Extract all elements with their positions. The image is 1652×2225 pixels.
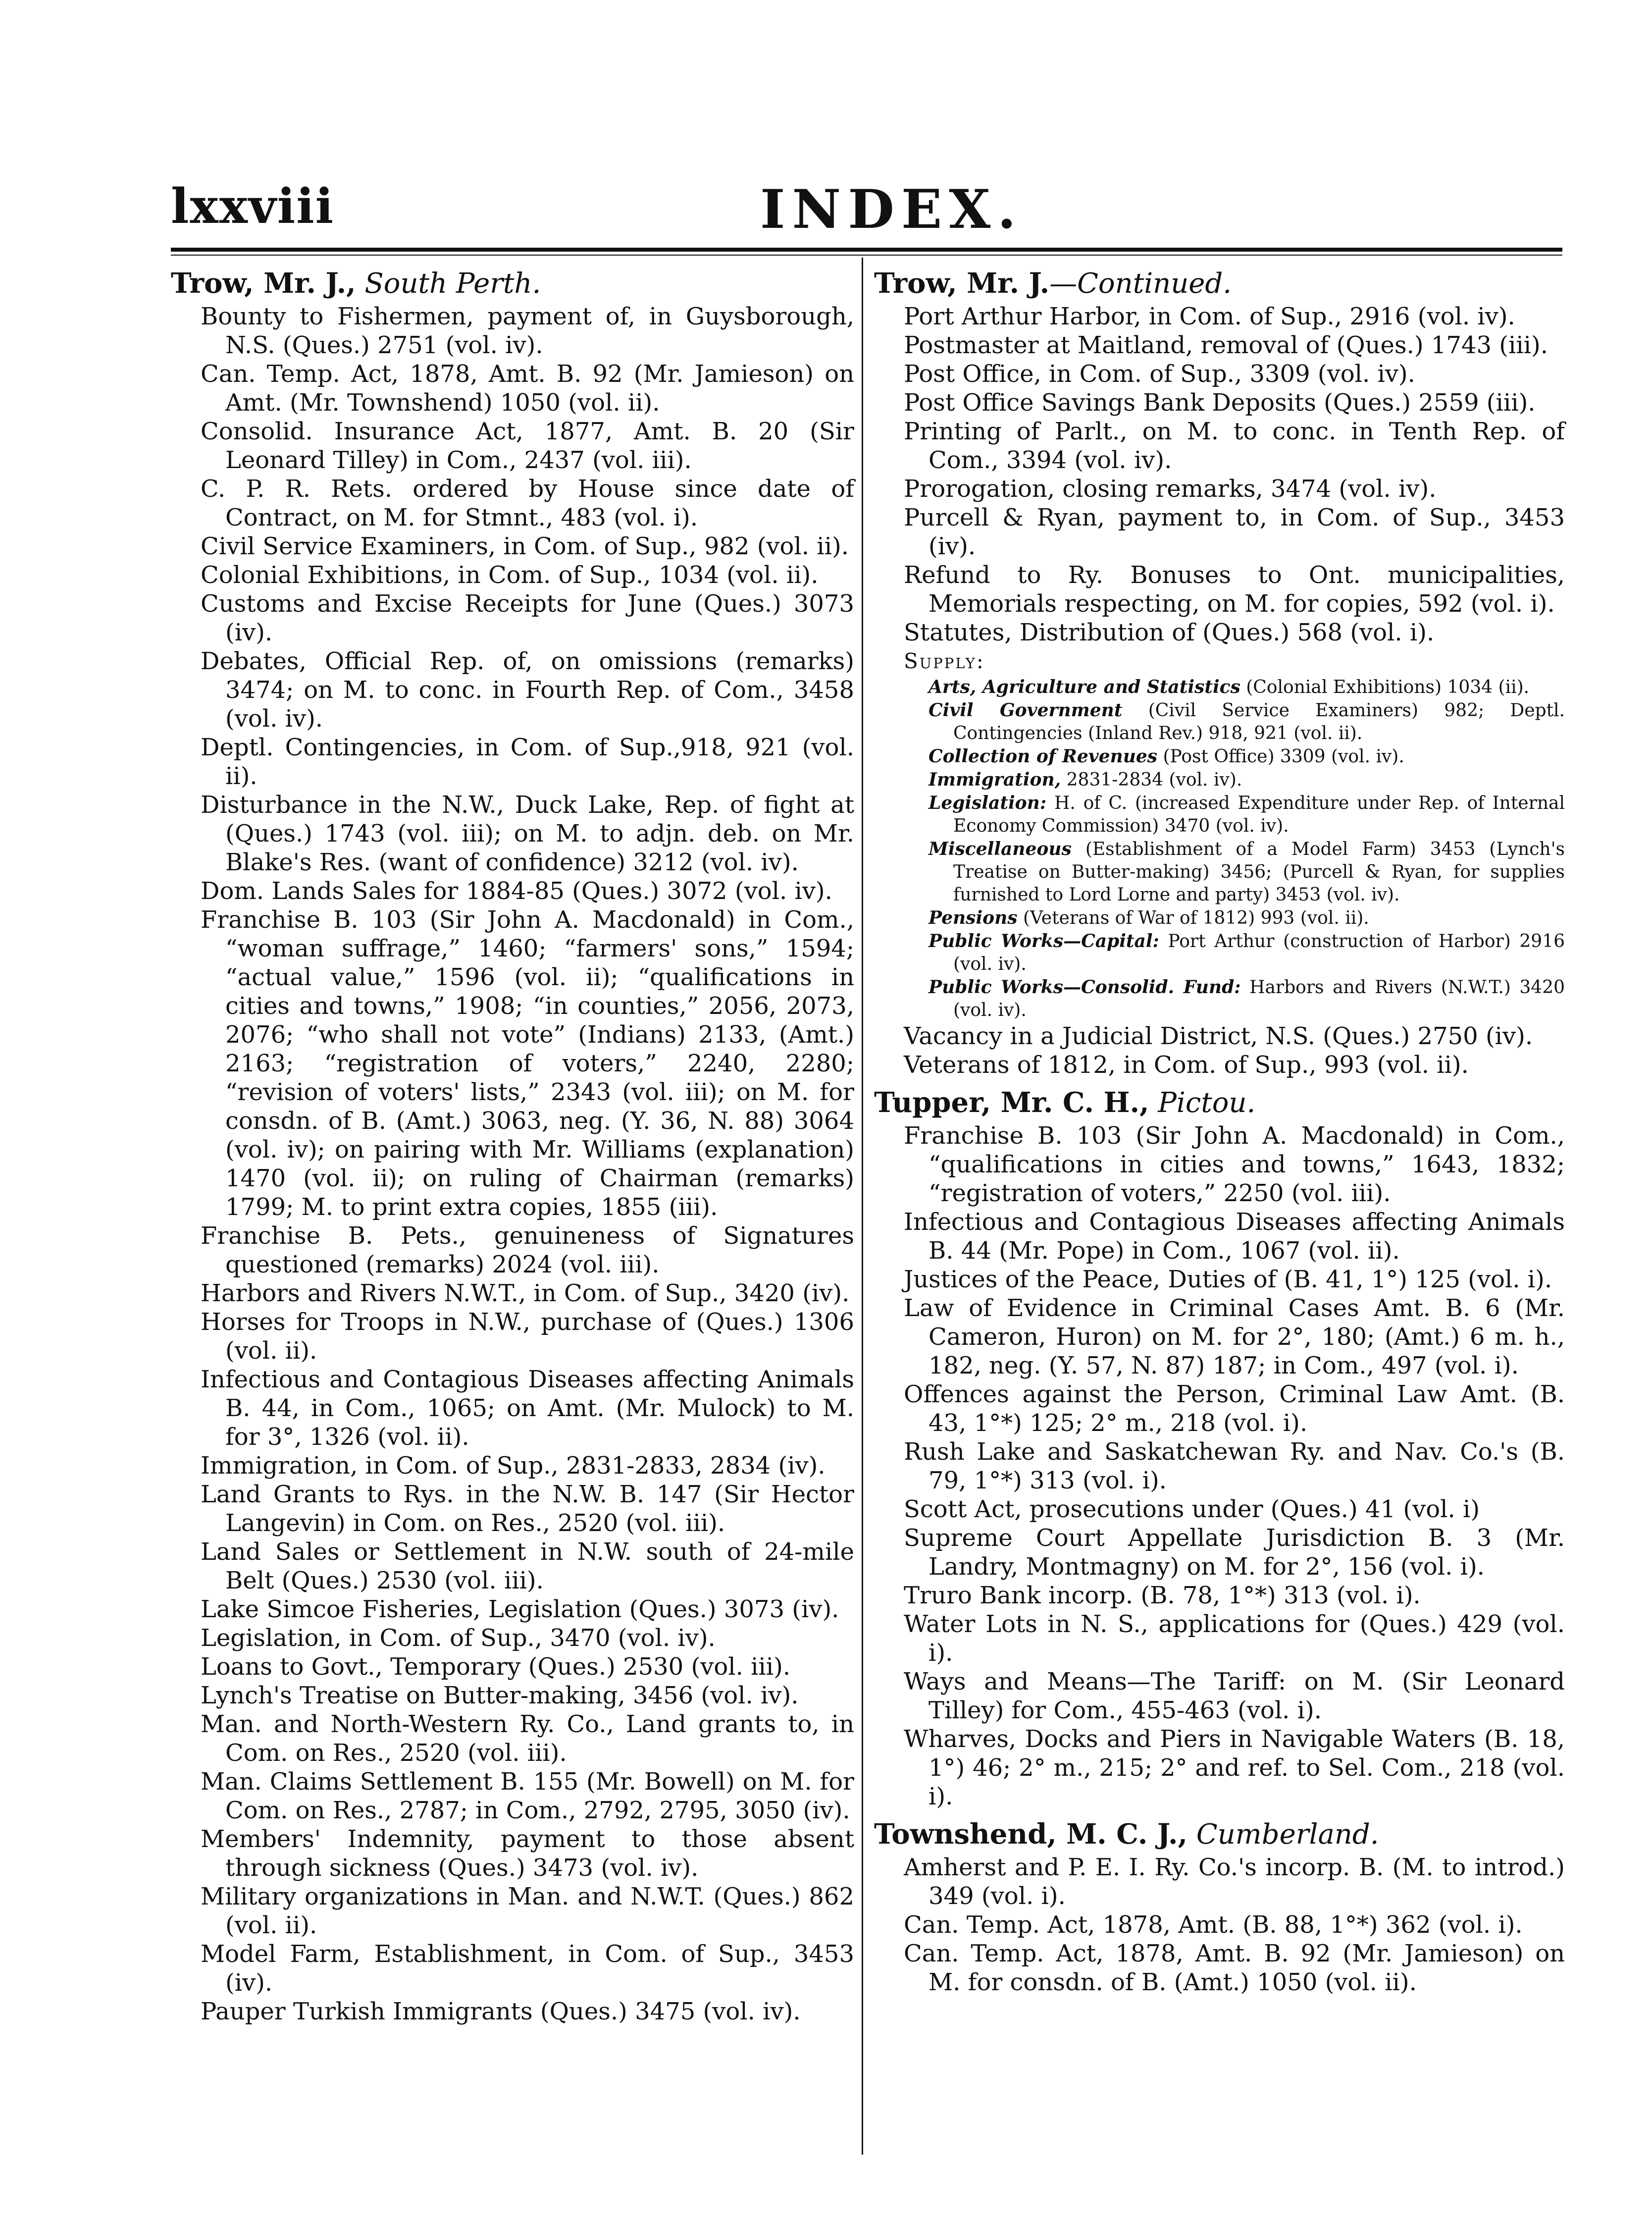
member-name: Townshend, M. C. J.,	[874, 1818, 1187, 1851]
supply-heading: Immigration,	[929, 769, 1061, 790]
index-entry: Refund to Ry. Bonuses to Ont. municipalities, Memorials respecting, on M. for copies, 592 (vol. i).	[904, 561, 1565, 618]
member-name: Tupper, Mr. C. H.,	[874, 1086, 1149, 1119]
index-entry: Model Farm, Establishment, in Com. of Sup., 3453 (iv).	[201, 1940, 854, 1997]
supply-text: (Colonial Exhibitions) 1034 (ii).	[1240, 677, 1530, 697]
supply-heading: Arts, Agriculture and Statistics	[929, 677, 1240, 697]
supply-entry	[874, 838, 1565, 906]
supply-text: (Establishment of a Model Farm) 3453 (Lynch's Treatise on Butter-making) 3456; (Purcell & Ryan, for supplies furnished to Lord Lorne and party) 3453 (vol. iv).	[953, 839, 1565, 905]
index-entry: Consolid. Insurance Act, 1877, Amt. B. 20 (Sir Leonard Tilley) in Com., 2437 (vol. iii).	[201, 418, 854, 474]
index-entry: Horses for Troops in N.W., purchase of (Ques.) 1306 (vol. ii).	[201, 1308, 854, 1365]
index-entry: Amherst and P. E. I. Ry. Co.'s incorp. B. (M. to introd.) 349 (vol. i).	[904, 1854, 1565, 1910]
index-entry: Dom. Lands Sales for 1884-85 (Ques.) 3072 (vol. iv).	[201, 877, 832, 905]
index-entry: Legislation, in Com. of Sup., 3470 (vol. iv).	[201, 1624, 716, 1652]
index-entry: Colonial Exhibitions, in Com. of Sup., 1034 (vol. ii).	[201, 561, 819, 589]
supply-entry	[874, 976, 1565, 1022]
member-riding: Cumberland.	[1196, 1818, 1379, 1851]
index-entry: Justices of the Peace, Duties of (B. 41, 1°) 125 (vol. i).	[904, 1266, 1552, 1293]
index-entry: Man. and North-Western Ry. Co., Land grants to, in Com. on Res., 2520 (vol. iii).	[201, 1710, 854, 1767]
index-entry: Printing of Parlt., on M. to conc. in Tenth Rep. of Com., 3394 (vol. iv).	[904, 418, 1565, 474]
index-entry: Postmaster at Maitland, removal of (Ques.) 1743 (iii).	[904, 331, 1549, 359]
supply-item-list	[874, 676, 1565, 1022]
townshend-item-list	[874, 1853, 1565, 1997]
supply-entry	[874, 699, 1565, 745]
index-entry: Can. Temp. Act, 1878, Amt. B. 92 (Mr. Jamieson) on Amt. (Mr. Townshend) 1050 (vol. ii).	[201, 360, 854, 417]
index-entry: Members' Indemnity, payment to those absent through sickness (Ques.) 3473 (vol. iv).	[201, 1825, 854, 1882]
entry-heading-trow	[171, 265, 854, 302]
supply-entry	[874, 906, 1565, 930]
member-name: Trow, Mr. J.	[874, 267, 1050, 300]
page-title: INDEX.	[760, 178, 1023, 241]
supply-entry	[874, 768, 1565, 792]
index-entry: Post Office Savings Bank Deposits (Ques.) 2559 (iii).	[904, 389, 1536, 417]
supply-heading: Pensions	[929, 907, 1018, 928]
left-item-list	[171, 302, 854, 2026]
page-number: lxxviii	[171, 178, 335, 234]
index-entry: Loans to Govt., Temporary (Ques.) 2530 (vol. iii).	[201, 1653, 791, 1681]
index-entry: Truro Bank incorp. (B. 78, 1°*) 313 (vol. i).	[904, 1582, 1421, 1609]
index-entry: Prorogation, closing remarks, 3474 (vol. iv).	[904, 475, 1437, 503]
index-entry: Civil Service Examiners, in Com. of Sup., 982 (vol. ii).	[201, 532, 849, 560]
index-entry: Can. Temp. Act, 1878, Amt. (B. 88, 1°*) 362 (vol. i).	[904, 1911, 1523, 1939]
supply-text: (Civil Service Examiners) 982; Deptl. Contingencies (Inland Rev.) 918, 921 (vol. ii).	[953, 700, 1565, 743]
index-entry: Debates, Official Rep. of, on omissions (remarks) 3474; on M. to conc. in Fourth Rep. of Com., 3458 (vol. iv).	[201, 647, 854, 733]
supply-text: 2831-2834 (vol. iv).	[1061, 770, 1242, 790]
index-entry: Infectious and Contagious Diseases affecting Animals B. 44, in Com., 1065; on Amt. (Mr. Mulock) to M. for 3°, 1326 (vol. ii).	[201, 1366, 854, 1451]
index-entry: Man. Claims Settlement B. 155 (Mr. Bowell) on M. for Com. on Res., 2787; in Com., 2792, 2795, 3050 (iv).	[201, 1768, 854, 1824]
index-entry: Can. Temp. Act, 1878, Amt. B. 92 (Mr. Jamieson) on M. for consdn. of B. (Amt.) 1050 (vol. ii).	[904, 1940, 1565, 1996]
index-entry: Scott Act, prosecutions under (Ques.) 41 (vol. i)	[904, 1495, 1480, 1523]
index-entry: Law of Evidence in Criminal Cases Amt. B. 6 (Mr. Cameron, Huron) on M. for 2°, 180; (Amt.) 6 m. h., 182, neg. (Y. 57, N. 87) 187; in Com., 497 (vol. i).	[904, 1294, 1565, 1379]
index-entry: Land Grants to Rys. in the N.W. B. 147 (Sir Hector Langevin) in Com. on Res., 2520 (vol. iii).	[201, 1481, 854, 1537]
header-rule	[171, 248, 1562, 252]
member-riding: South Perth.	[364, 267, 541, 300]
index-entry: Supreme Court Appellate Jurisdiction B. 3 (Mr. Landry, Montmagny) on M. for 2°, 156 (vol. i).	[904, 1524, 1565, 1581]
index-entry: C. P. R. Rets. ordered by House since date of Contract, on M. for Stmnt., 483 (vol. i).	[201, 475, 854, 531]
index-entry: Rush Lake and Saskatchewan Ry. and Nav. Co.'s (B. 79, 1°*) 313 (vol. i).	[904, 1438, 1565, 1494]
index-entry: Wharves, Docks and Piers in Navigable Waters (B. 18, 1°) 46; 2° m., 215; 2° and ref. to Sel. Com., 218 (vol. i).	[904, 1725, 1565, 1810]
index-entry: Statutes, Distribution of (Ques.) 568 (vol. i).	[904, 619, 1435, 646]
index-entry: Port Arthur Harbor, in Com. of Sup., 2916 (vol. iv).	[904, 303, 1515, 330]
index-entry: Pauper Turkish Immigrants (Ques.) 3475 (vol. iv).	[201, 1998, 801, 2025]
index-entry: Deptl. Contingencies, in Com. of Sup.,918, 921 (vol. ii).	[201, 734, 854, 790]
index-entry: Land Sales or Settlement in N.W. south of 24-mile Belt (Ques.) 2530 (vol. iii).	[201, 1538, 854, 1594]
supply-heading: Collection of Revenues	[929, 746, 1158, 767]
index-entry: Franchise B. Pets., genuineness of Signatures questioned (remarks) 2024 (vol. iii).	[201, 1222, 854, 1278]
index-entry: Purcell & Ryan, payment to, in Com. of Sup., 3453 (iv).	[904, 504, 1565, 560]
left-column	[171, 260, 854, 2026]
supply-text: (Veterans of War of 1812) 993 (vol. ii).	[1017, 908, 1369, 928]
index-entry: Water Lots in N. S., applications for (Ques.) 429 (vol. i).	[904, 1610, 1565, 1667]
index-entry: Military organizations in Man. and N.W.T. (Ques.) 862 (vol. ii).	[201, 1883, 854, 1939]
header-rule-thin	[171, 255, 1562, 256]
index-entry: Post Office, in Com. of Sup., 3309 (vol. iv).	[904, 360, 1415, 388]
trow-item-list	[874, 302, 1565, 647]
index-entry: Lake Simcoe Fisheries, Legislation (Ques.) 3073 (iv).	[201, 1595, 839, 1623]
index-entry: Offences against the Person, Criminal Law Amt. (B. 43, 1°*) 125; 2° m., 218 (vol. i).	[904, 1380, 1565, 1437]
supply-label: Supply:	[904, 649, 985, 673]
index-entry: Lynch's Treatise on Butter-making, 3456 (vol. iv).	[201, 1682, 799, 1709]
supply-text: Port Arthur (construction of Harbor) 2916 (vol. iv).	[953, 931, 1565, 974]
index-entry: Bounty to Fishermen, payment of, in Guysborough, N.S. (Ques.) 2751 (vol. iv).	[201, 303, 854, 359]
index-entry: Customs and Excise Receipts for June (Ques.) 3073 (iv).	[201, 590, 854, 646]
tupper-item-list	[874, 1121, 1565, 1811]
index-entry: Harbors and Rivers N.W.T., in Com. of Sup., 3420 (iv).	[201, 1279, 850, 1307]
index-entry: Franchise B. 103 (Sir John A. Macdonald) in Com., “woman suffrage,” 1460; “farmers' sons,” 1594; “actual value,” 1596 (vol. ii); “qualifications in cities and towns,” 1908; “in counties,” 2056, 2073, 2076; “who shall not vote” (Indians) 2133, (Amt.) 2163; “registration of voters,” 2240, 2280; “revision of voters' lists,” 2343 (vol. iii); on M. for consdn. of B. (Amt.) 3063, neg. (Y. 36, N. 88) 3064 (vol. iv); on pairing with Mr. Williams (explanation) 1470 (vol. ii); on ruling of Chairman (remarks) 1799; M. to print extra copies, 1855 (iii).	[201, 906, 854, 1221]
continued-label: —Continued.	[1049, 267, 1232, 300]
member-name: Trow, Mr. J.,	[171, 267, 356, 300]
index-entry: Franchise B. 103 (Sir John A. Macdonald) in Com., “qualifications in cities and towns,” 1643, 1832; “registration of voters,” 2250 (vol. iii).	[904, 1122, 1565, 1207]
entry-heading-trow-continued	[874, 265, 1565, 302]
column-divider	[862, 258, 863, 2155]
index-entry: Immigration, in Com. of Sup., 2831-2833, 2834 (iv).	[201, 1452, 826, 1480]
entry-heading-tupper	[874, 1084, 1565, 1121]
supply-heading: Miscellaneous	[929, 839, 1072, 859]
entry-heading-townshend	[874, 1816, 1565, 1853]
supply-heading: Public Works—Consolid. Fund:	[929, 977, 1241, 998]
index-entry: Disturbance in the N.W., Duck Lake, Rep. of fight at (Ques.) 1743 (vol. iii); on M. to adjn. deb. on Mr. Blake's Res. (want of confidence) 3212 (vol. iv).	[201, 791, 854, 876]
supply-heading: Civil Government	[929, 700, 1123, 721]
supply-entry	[874, 745, 1565, 768]
supply-entry	[874, 930, 1565, 976]
member-riding: Pictou.	[1158, 1087, 1256, 1119]
supply-text: H. of C. (increased Expenditure under Rep. of Internal Economy Commission) 3470 (vol. iv).	[953, 793, 1565, 836]
trow-item-list-continued	[874, 1022, 1565, 1079]
right-column	[874, 260, 1565, 1997]
supply-text: Harbors and Rivers (N.W.T.) 3420 (vol. iv).	[953, 977, 1565, 1020]
supply-entry	[874, 792, 1565, 838]
supply-entry	[874, 676, 1565, 699]
supply-heading: Legislation:	[929, 793, 1047, 813]
index-entry: Ways and Means—The Tariff: on M. (Sir Leonard Tilley) for Com., 455-463 (vol. i).	[904, 1668, 1565, 1724]
supply-text: (Post Office) 3309 (vol. iv).	[1157, 746, 1404, 767]
supply-heading: Public Works—Capital:	[929, 931, 1159, 952]
index-entry: Veterans of 1812, in Com. of Sup., 993 (vol. ii).	[904, 1051, 1469, 1079]
index-entry: Infectious and Contagious Diseases affecting Animals B. 44 (Mr. Pope) in Com., 1067 (vol. ii).	[904, 1208, 1565, 1265]
index-entry: Vacancy in a Judicial District, N.S. (Ques.) 2750 (iv).	[904, 1022, 1533, 1050]
